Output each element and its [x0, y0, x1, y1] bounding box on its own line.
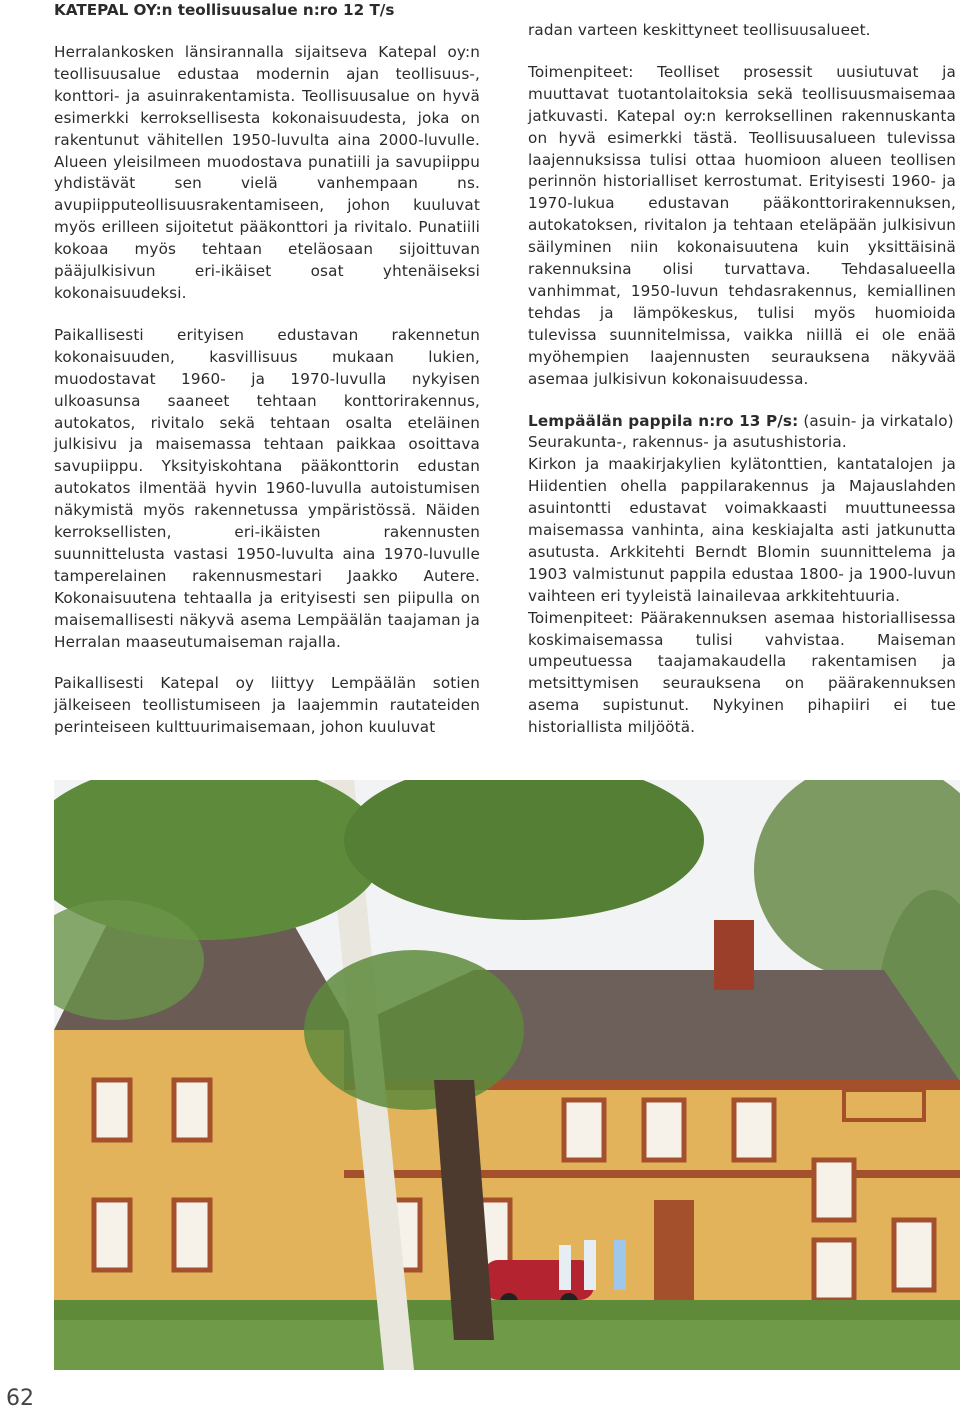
paragraph-industrial-areas: radan varteen keskittyneet teollisuusalueet.: [528, 21, 871, 39]
right-column: [528, 20, 956, 739]
pappila-photo: [54, 780, 960, 1370]
pappila-heading: [528, 411, 956, 433]
paragraph-katepal-intro: Herralankosken länsirannalla sijaitseva Katepal oy:n teollisuusalue edustaa modernin ajan teollisuus-, konttori- ja asuinrakentamista. Teollisuusalue on hyvä esimerkki kerroksellisesta kokonaisuudesta, joka on rakentunut vähitellen 1950-luvulta aina 2000-luvulle. Alueen yleisilmeen muodostava punatiili ja savupiippu yhdistävät sen vielä vanhempaan ns. avupiipputeollisuusrakentamiseen, johon kuuluvat myös erilleen sijoitetut pääkonttori ja rivitalo. Punatiili kokoaa myös tehtaan eteläosaan sijoittuvan pääjulkisivun eri-ikäiset osat yhtenäiseksi kokonaisuudeksi.: [54, 43, 480, 302]
page-number: 62: [6, 1386, 34, 1411]
pappila-heading-type: (asuin- ja virkatalo): [798, 411, 954, 430]
paragraph-katepal-local: Paikallisesti erityisen edustavan rakennetun kokonaisuuden, kasvillisuus mukaan lukien, muodostavat 1960- ja 1970-luvulla nykyisen ulkoasunsa saaneet tehtaan konttorirakennus, autokatos, rivitalo sekä tehtaan osalta eteläinen julkisivu ja maisemassa tehtaan paikkaa osoittava savupiippu. Yksityiskohtana pääkonttorin edustan autokatos ilmentää hyvin 1960-luvulla autoistumisen näkymistä myös rakennetussa ympäristössä. Näiden kerroksellisten, eri-ikäisten rakennusten suunnittelusta vastasi 1950-luvulta aina 1970-luvulle tamperelainen rakennusmestari Jaakko Autere. Kokonaisuutena tehtaalla ja erityisesti sen piipulla on maisemallisesti näkyvä asema Lempäälän taajaman ja Herralan maaseutumaiseman rajalla.: [54, 325, 480, 651]
paragraph-pappila-measures: Toimenpiteet: Päärakennuksen asemaa historiallisessa koskimaisemassa tulisi vahvistaa. Maiseman umpeutuessa taajamakaudella rakentamisen ja metsittymisen seurauksena on päärakennuksen asema supistunut. Nykyinen pihapiiri ei tue historiallista miljöötä.: [528, 608, 956, 737]
paragraph-pappila-description: Kirkon ja maakirjakylien kylätonttien, kantatalojen ja Hiidentien ohella pappilarakennus ja Majauslahden asuintontti edustavat voimakkaasti muuttuneessa maisemassa vanhinta, aina keskiajalta asti jatkunutta asutusta. Arkkitehti Berndt Blomin suunnittelema ja 1903 valmistunut pappila edustaa 1800- ja 1900-luvun vaihteen eri tyyleistä lainailevaa arkkitehtuuria.: [528, 455, 956, 605]
pappila-heading-title: Lempäälän pappila n:ro 13 P/s:: [528, 411, 799, 430]
left-column: [54, 42, 480, 739]
paragraph-pappila-history: Seurakunta-, rakennus- ja asutushistoria.: [528, 433, 847, 452]
paragraph-katepal-measures: Toimenpiteet: Teolliset prosessit uusiutuvat ja muuttavat tuotantolaitoksia sekä teollisuusmaisemaa jatkuvasti. Katepal oy:n kerroksellinen rakennuskanta on hyvä esimerkki tästä. Teollisuusalueen tulevissa laajennuksissa tulisi ottaa huomioon alueen teollisen perinnön historialliset kerrostumat. Erityisesti 1960- ja 1970-lukua edustavan pääkonttorirakennuksen, autokatoksen, rivitalon ja tehtaan eteläpään julkisivun säilyminen niin kokonaisuutena kuin yksittäisinä rakennuksina olisi turvattava. Tehdasalueella vanhimmat, 1950-luvun tehdasrakennus, kemiallinen tehdas ja lämpökeskus, tulisi myös huomioida tulevissa suunnitelmissa, vaikka niillä ei ole enää myöhempien laajennusten seurauksena näkyvää asemaa julkisivun kokonaisuudessa.: [528, 62, 956, 388]
section-heading: KATEPAL OY:n teollisuusalue n:ro 12 T/s: [54, 1, 395, 19]
paragraph-katepal-railway: Paikallisesti Katepal oy liittyy Lempäälän sotien jälkeiseen teollistumiseen ja laajemmin rautateiden perinteiseen kulttuurimaisemaan, johon kuuluvat: [54, 674, 480, 737]
pappila-photo-image: [54, 780, 960, 1370]
